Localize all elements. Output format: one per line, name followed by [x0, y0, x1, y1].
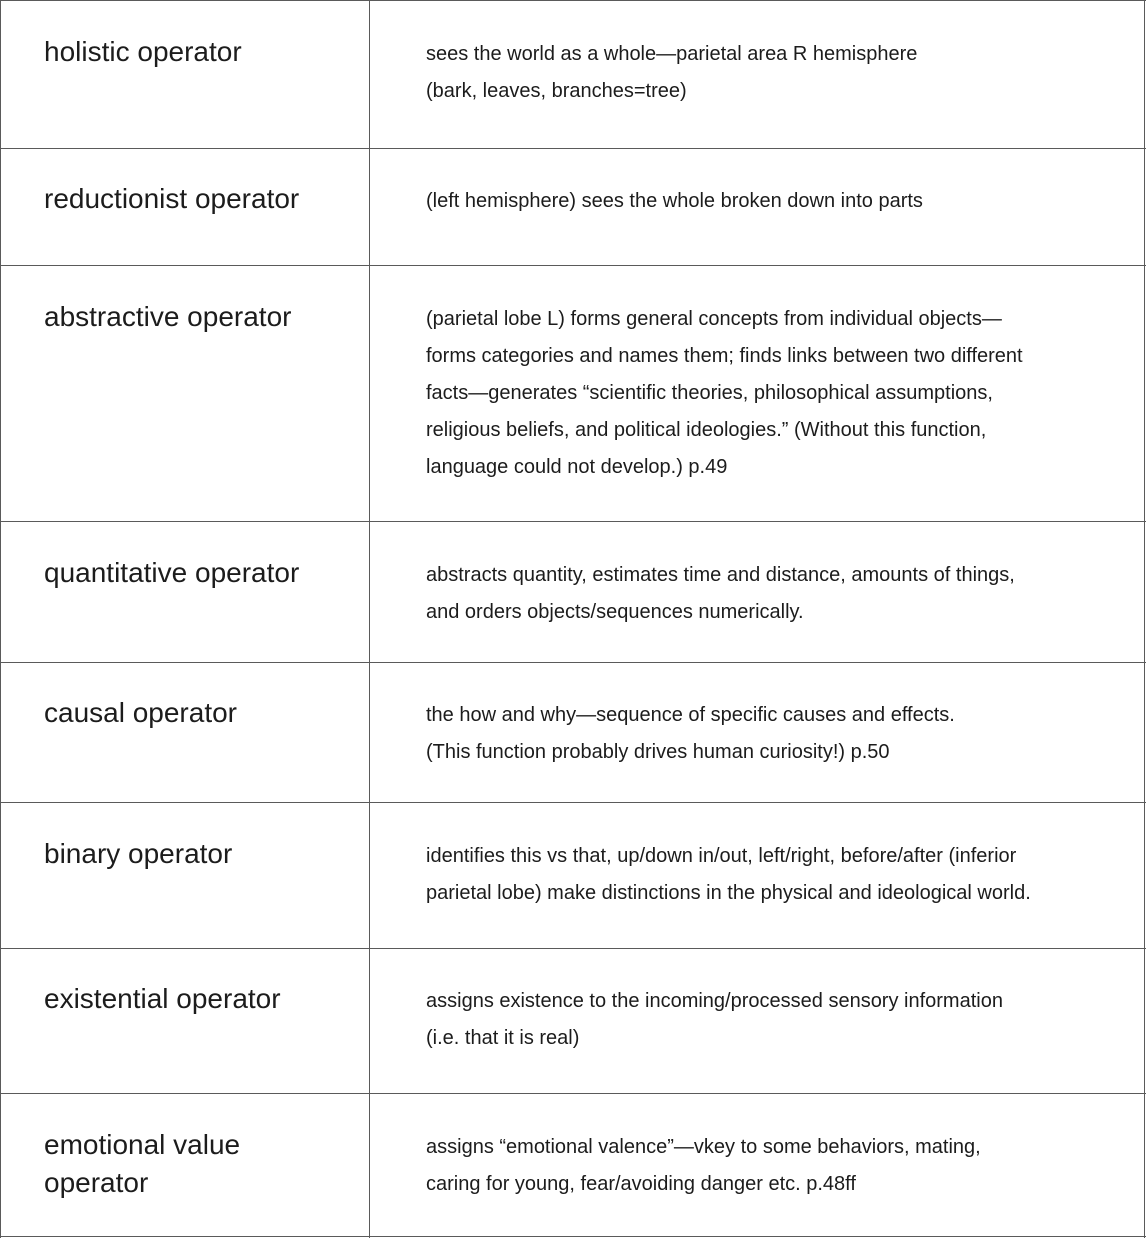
- term-cell: [44, 554, 344, 592]
- definition-line: facts—generates “scientific theories, philosophical assumptions,: [426, 382, 993, 404]
- table-row: [0, 0, 1146, 148]
- term-cell: [44, 298, 344, 336]
- definition-line: forms categories and names them; finds links between two different: [426, 345, 1023, 367]
- term-cell: [44, 180, 344, 218]
- term-label: reductionist operator: [44, 183, 300, 214]
- definition-line: caring for young, fear/avoiding danger etc. p.48ff: [426, 1173, 856, 1195]
- term-label: binary operator: [44, 838, 233, 869]
- definition-line: assigns existence to the incoming/processed sensory information: [426, 990, 1003, 1012]
- term-label: operator: [44, 1167, 149, 1198]
- definition-cell: [426, 838, 1106, 912]
- definition-line: identifies this vs that, up/down in/out, left/right, before/after (inferior: [426, 845, 1017, 867]
- definition-cell: [426, 36, 1106, 110]
- term-label: existential operator: [44, 983, 281, 1014]
- term-label: holistic operator: [44, 36, 242, 67]
- term-cell: [44, 835, 344, 873]
- table-row: [0, 148, 1146, 265]
- definition-line: abstracts quantity, estimates time and distance, amounts of things,: [426, 564, 1015, 586]
- row-divider: [0, 1236, 1146, 1237]
- table-row: [0, 1093, 1146, 1236]
- definition-line: (This function probably drives human curiosity!) p.50: [426, 741, 890, 763]
- table-row: [0, 662, 1146, 802]
- definition-cell: [426, 697, 1106, 771]
- definition-line: assigns “emotional valence”—vkey to some behaviors, mating,: [426, 1136, 981, 1158]
- term-cell: [44, 1126, 344, 1202]
- definition-line: (left hemisphere) sees the whole broken down into parts: [426, 190, 923, 212]
- table-row: [0, 948, 1146, 1093]
- definition-line: and orders objects/sequences numerically.: [426, 601, 804, 623]
- definition-cell: [426, 557, 1106, 631]
- definition-line: (bark, leaves, branches=tree): [426, 80, 687, 102]
- definition-cell: [426, 1129, 1106, 1203]
- definition-line: language could not develop.) p.49: [426, 456, 728, 478]
- definition-cell: [426, 983, 1106, 1057]
- definition-cell: [426, 183, 1106, 220]
- term-label: quantitative operator: [44, 557, 300, 588]
- term-label: causal operator: [44, 697, 238, 728]
- definition-line: (i.e. that it is real): [426, 1027, 580, 1049]
- definition-line: (parietal lobe L) forms general concepts from individual objects—: [426, 308, 1002, 330]
- table-row: [0, 265, 1146, 521]
- table-row: [0, 521, 1146, 662]
- term-cell: [44, 980, 344, 1018]
- definition-line: parietal lobe) make distinctions in the physical and ideological world.: [426, 882, 1031, 904]
- term-cell: [44, 33, 344, 71]
- table-row: [0, 802, 1146, 948]
- term-label: abstractive operator: [44, 301, 292, 332]
- definition-line: religious beliefs, and political ideologies.” (Without this function,: [426, 419, 987, 441]
- term-cell: [44, 694, 344, 732]
- definition-cell: [426, 301, 1106, 486]
- definition-line: the how and why—sequence of specific causes and effects.: [426, 704, 955, 726]
- term-label: emotional value: [44, 1129, 241, 1160]
- definition-line: sees the world as a whole—parietal area R hemisphere: [426, 43, 918, 65]
